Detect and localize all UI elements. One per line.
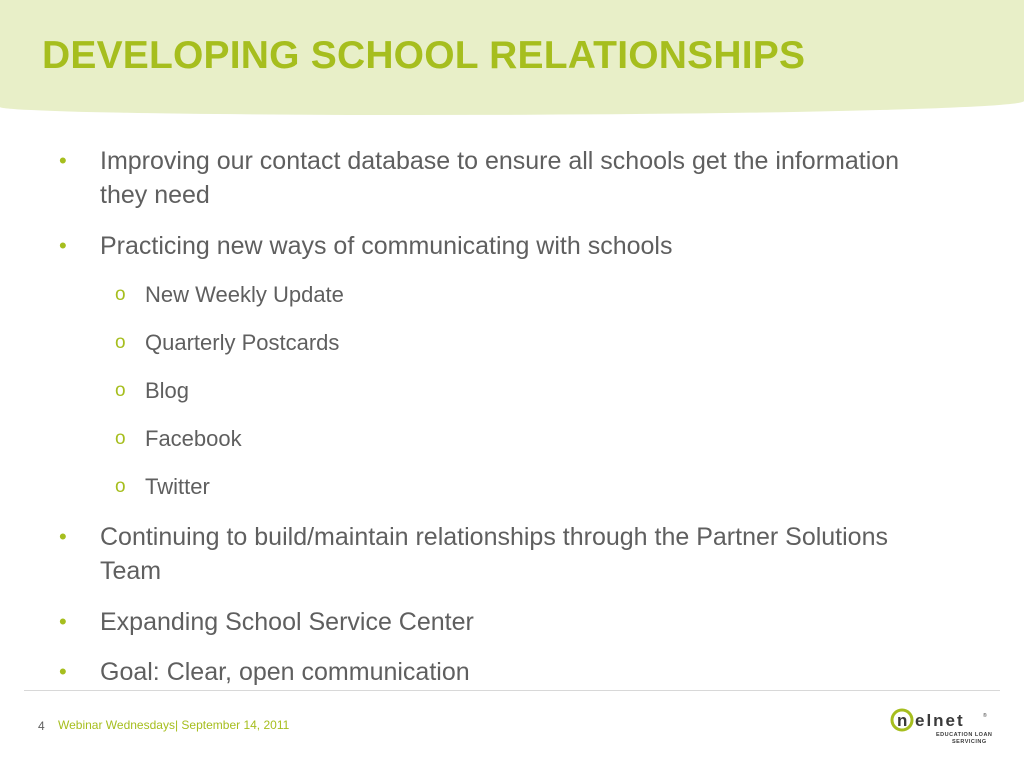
bullet-text: Practicing new ways of communicating with schools — [100, 232, 673, 260]
bullet-dot-icon: • — [59, 233, 67, 258]
footer-divider — [24, 690, 1000, 691]
bullet-item — [59, 520, 919, 588]
sub-bullet-circle-icon: o — [115, 380, 126, 401]
bullet-dot-icon: • — [59, 659, 67, 684]
sub-bullet-text: Twitter — [145, 474, 210, 499]
logo-registered-mark: ® — [983, 713, 987, 719]
sub-bullet-circle-icon: o — [115, 284, 126, 305]
bullet-item — [59, 605, 919, 639]
sub-bullet-item — [115, 472, 210, 502]
footer-date: September 14, 2011 — [181, 718, 290, 732]
footer-event: Webinar Wednesdays| — [58, 718, 179, 732]
bullet-text: Goal: Clear, open communication — [100, 658, 470, 686]
page-number: 4 — [38, 719, 45, 733]
sub-bullet-circle-icon: o — [115, 428, 126, 449]
footer-caption — [58, 718, 289, 732]
bullet-dot-icon: • — [59, 524, 67, 549]
sub-bullet-text: Blog — [145, 378, 190, 403]
bullet-dot-icon: • — [59, 609, 67, 634]
bullet-item — [59, 229, 919, 263]
sub-bullet-circle-icon: o — [115, 476, 126, 497]
nelnet-logo — [890, 705, 1000, 747]
logo-wordmark-n: n — [897, 711, 908, 730]
logo-tagline-1: EDUCATION LOAN — [936, 732, 993, 738]
bullet-item — [59, 655, 919, 689]
bullet-item — [59, 144, 919, 212]
logo-wordmark-rest: elnet — [915, 711, 965, 730]
sub-bullet-item — [115, 424, 242, 454]
bullet-text: Expanding School Service Center — [100, 608, 474, 636]
bullet-dot-icon: • — [59, 148, 67, 173]
sub-bullet-item — [115, 328, 339, 358]
sub-bullet-text: New Weekly Update — [145, 282, 344, 307]
sub-bullet-text: Facebook — [145, 426, 242, 451]
bullet-text: Improving our contact database to ensure all schools get the information they need — [100, 147, 900, 209]
sub-bullet-circle-icon: o — [115, 332, 126, 353]
slide-title: DEVELOPING SCHOOL RELATIONSHIPS — [42, 34, 806, 77]
sub-bullet-item — [115, 280, 344, 310]
sub-bullet-text: Quarterly Postcards — [145, 330, 340, 355]
bullet-text: Continuing to build/maintain relationships through the Partner Solutions Team — [100, 523, 888, 585]
logo-tagline-2: SERVICING — [952, 739, 987, 745]
sub-bullet-item — [115, 376, 189, 406]
